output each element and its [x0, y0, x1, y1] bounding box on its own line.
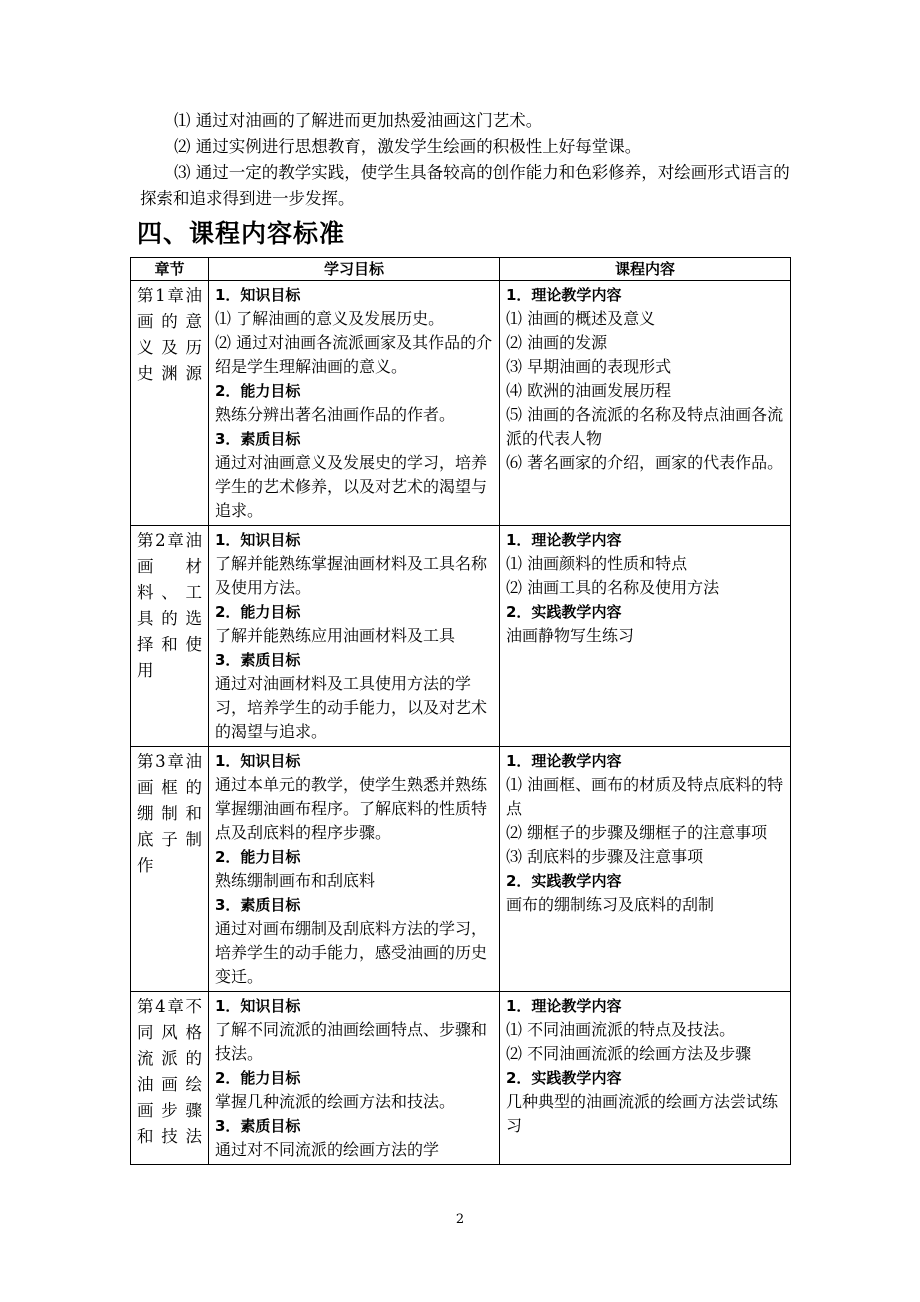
content-item: ⑶ 刮底料的步骤及注意事项	[506, 847, 704, 866]
content-item: ⑵ 油画工具的名称及使用方法	[506, 578, 720, 597]
table-row	[131, 281, 791, 526]
content-item: ⑵ 不同油画流派的绘画方法及步骤	[506, 1044, 752, 1063]
goal-item: 了解不同流派的油画绘画特点、步骤和技法。	[215, 1020, 488, 1063]
table-header-row	[131, 258, 791, 281]
content-cell	[500, 747, 791, 992]
content-item: ⑵ 绷框子的步骤及绷框子的注意事项	[506, 823, 768, 842]
goal-subheading: 3．素质目标	[215, 430, 301, 448]
course-content-table	[130, 257, 791, 1165]
header-content: 课程内容	[500, 258, 791, 281]
header-chapter: 章节	[131, 258, 209, 281]
goals-cell	[209, 281, 500, 526]
goal-item: ⑵ 通过对油画各流派画家及其作品的介绍是学生理解油画的意义。	[215, 333, 493, 376]
content-subheading: 1．理论教学内容	[506, 997, 622, 1015]
goals-cell	[209, 747, 500, 992]
intro-paragraphs	[140, 108, 790, 212]
chapter-cell: 第2章油画材料、工具的选择和使用	[131, 526, 209, 747]
content-item: ⑴ 不同油画流派的特点及技法。	[506, 1020, 736, 1039]
content-subheading: 1．理论教学内容	[506, 286, 622, 304]
goal-item: 通过本单元的教学，使学生熟悉并熟练掌握绷油画布程序。了解底料的性质特点及刮底料的程序步骤。	[215, 775, 488, 842]
page-number: 2	[455, 1212, 465, 1227]
goals-cell	[209, 992, 500, 1165]
content-subheading: 2．实践教学内容	[506, 603, 622, 621]
content-item: 油画静物写生练习	[506, 626, 635, 645]
chapter-cell: 第1章油画的意义及历史渊源	[131, 281, 209, 526]
intro-item-2: ⑵ 通过实例进行思想教育，激发学生绘画的积极性上好每堂课。	[174, 137, 642, 156]
header-goals: 学习目标	[209, 258, 500, 281]
goal-item: ⑴ 了解油画的意义及发展历史。	[215, 309, 445, 328]
goal-item: 通过对画布绷制及刮底料方法的学习，培养学生的动手能力，感受油画的历史变迁。	[215, 919, 488, 986]
content-subheading: 2．实践教学内容	[506, 872, 622, 890]
section-heading: 四、课程内容标准	[137, 219, 346, 248]
table-row	[131, 526, 791, 747]
content-item: 几种典型的油画流派的绘画方法尝试练习	[506, 1092, 779, 1135]
goal-subheading: 1．知识目标	[215, 752, 301, 770]
content-cell	[500, 526, 791, 747]
content-item: ⑸ 油画的各流派的名称及特点油画各流派的代表人物	[506, 405, 784, 448]
goal-item: 熟练绷制画布和刮底料	[215, 871, 376, 890]
content-cell	[500, 992, 791, 1165]
goal-item: 通过对不同流派的绘画方法的学	[215, 1140, 440, 1159]
goal-subheading: 3．素质目标	[215, 651, 301, 669]
chapter-cell: 第4章不同风格流派的油画绘画步骤和技法	[131, 992, 209, 1165]
goal-item: 通过对油画意义及发展史的学习，培养学生的艺术修养，以及对艺术的渴望与追求。	[215, 453, 488, 520]
content-subheading: 2．实践教学内容	[506, 1069, 622, 1087]
goal-subheading: 2．能力目标	[215, 848, 301, 866]
content-cell	[500, 281, 791, 526]
content-item: ⑴ 油画的概述及意义	[506, 309, 656, 328]
goal-item: 了解并能熟练应用油画材料及工具	[215, 626, 456, 645]
goal-item: 通过对油画材料及工具使用方法的学习，培养学生的动手能力，以及对艺术的渴望与追求。	[215, 674, 488, 741]
content-item: ⑴ 油画颜料的性质和特点	[506, 554, 688, 573]
goal-subheading: 1．知识目标	[215, 997, 301, 1015]
goal-item: 掌握几种流派的绘画方法和技法。	[215, 1092, 456, 1111]
goal-subheading: 1．知识目标	[215, 286, 301, 304]
goal-subheading: 3．素质目标	[215, 1117, 301, 1135]
content-item: ⑵ 油画的发源	[506, 333, 608, 352]
intro-item-3: ⑶ 通过一定的教学实践，使学生具备较高的创作能力和色彩修养，对绘画形式语言的探索和追求得到进一步发挥。	[140, 163, 790, 208]
content-item: 画布的绷制练习及底料的刮制	[506, 895, 715, 914]
intro-item-1: ⑴ 通过对油画的了解进而更加热爱油画这门艺术。	[174, 111, 543, 130]
goal-subheading: 2．能力目标	[215, 1069, 301, 1087]
content-item: ⑶ 早期油画的表现形式	[506, 357, 672, 376]
goal-subheading: 1．知识目标	[215, 531, 301, 549]
content-subheading: 1．理论教学内容	[506, 531, 622, 549]
content-item: ⑴ 油画框、画布的材质及特点底料的特点	[506, 775, 784, 818]
content-item: ⑷ 欧洲的油画发展历程	[506, 381, 672, 400]
goal-subheading: 3．素质目标	[215, 896, 301, 914]
table-row	[131, 747, 791, 992]
goal-subheading: 2．能力目标	[215, 603, 301, 621]
goal-subheading: 2．能力目标	[215, 382, 301, 400]
goal-item: 熟练分辨出著名油画作品的作者。	[215, 405, 456, 424]
table-row	[131, 992, 791, 1165]
chapter-cell: 第3章油画框的绷制和底子制作	[131, 747, 209, 992]
content-item: ⑹ 著名画家的介绍，画家的代表作品。	[506, 453, 784, 472]
goal-item: 了解并能熟练掌握油画材料及工具名称及使用方法。	[215, 554, 488, 597]
goals-cell	[209, 526, 500, 747]
content-subheading: 1．理论教学内容	[506, 752, 622, 770]
